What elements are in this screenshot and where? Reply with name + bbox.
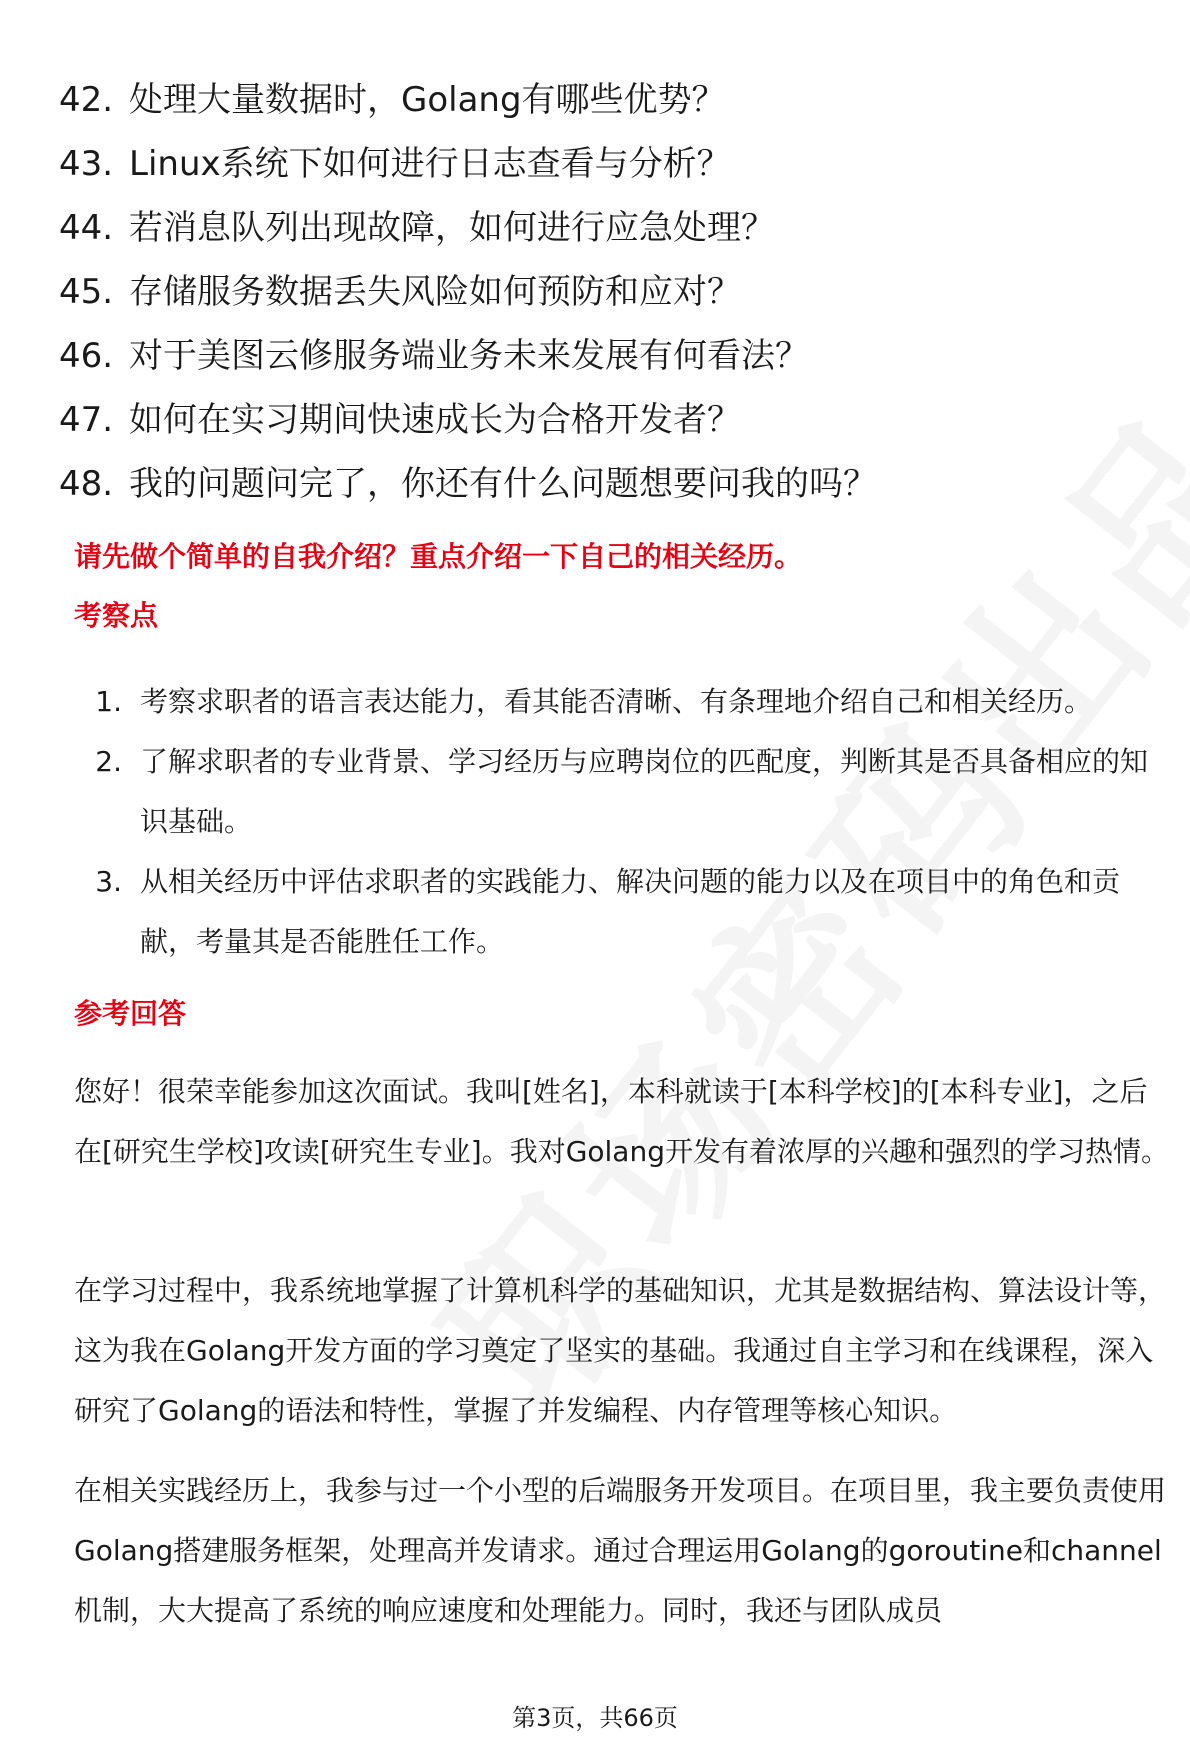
list-item [59,260,877,324]
item-text: 我的问题问完了，你还有什么问题想要问我的吗？ [129,464,877,504]
item-number: 42. [59,80,114,120]
item-text: 考察求职者的语言表达能力，看其能否清晰、有条理地介绍自己和相关经历。 [140,685,1093,718]
list-item [59,452,877,516]
section-title: 请先做个简单的自我介绍？重点介绍一下自己的相关经历。 [74,540,803,573]
answer-paragraph: 您好！很荣幸能参加这次面试。我叫[姓名]，本科就读于[本科学校]的[本科专业]，之后在[研究生学校]攻读[研究生专业]。我对Golang开发有着浓厚的兴趣和强烈的学习热情。 [74,1075,1169,1168]
answer-paragraph: 在相关实践经历上，我参与过一个小型的后端服务开发项目。在项目里，我主要负责使用Golang搭建服务框架，处理高并发请求。通过合理运用Golang的goroutine和channel机制，大大提高了系统的响应速度和处理能力。同时，我还与团队成员 [74,1474,1167,1627]
item-text: 若消息队列出现故障，如何进行应急处理？ [129,208,775,248]
item-number: 44. [59,208,114,248]
points-heading: 考察点 [74,599,159,632]
list-item [59,324,877,388]
item-text: 从相关经历中评估求职者的实践能力、解决问题的能力以及在项目中的角色和贡献，考量其是否能胜任工作。 [140,865,1121,958]
item-number: 43. [59,144,114,184]
item-number: 47. [59,400,114,440]
item-number: 46. [59,336,114,376]
list-item [59,68,877,132]
list-item [59,196,877,260]
question-list [59,68,877,516]
item-text: 对于美图云修服务端业务未来发展有何看法？ [129,336,809,376]
list-item [74,732,1174,852]
item-number: 1. [95,685,122,718]
list-item [59,132,877,196]
answer-heading: 参考回答 [74,997,187,1030]
list-item [59,388,877,452]
list-item [74,852,1174,972]
item-number: 2. [95,745,122,778]
points-list [74,672,1174,972]
item-text: 存储服务数据丢失风险如何预防和应对？ [129,272,741,312]
page-footer: 第3页，共66页 [512,1704,678,1732]
item-number: 3. [95,865,122,898]
item-number: 45. [59,272,114,312]
item-text: Linux系统下如何进行日志查看与分析？ [129,144,731,184]
item-text: 处理大量数据时，Golang有哪些优势？ [129,80,726,120]
item-number: 48. [59,464,114,504]
item-text: 了解求职者的专业背景、学习经历与应聘岗位的匹配度，判断其是否具备相应的知识基础。 [140,745,1149,838]
item-text: 如何在实习期间快速成长为合格开发者？ [129,400,741,440]
answer-paragraph: 在学习过程中，我系统地掌握了计算机科学的基础知识，尤其是数据结构、算法设计等，这为我在Golang开发方面的学习奠定了坚实的基础。我通过自主学习和在线课程，深入研究了Golang的语法和特性，掌握了并发编程、内存管理等核心知识。 [74,1274,1167,1427]
list-item [74,672,1174,732]
